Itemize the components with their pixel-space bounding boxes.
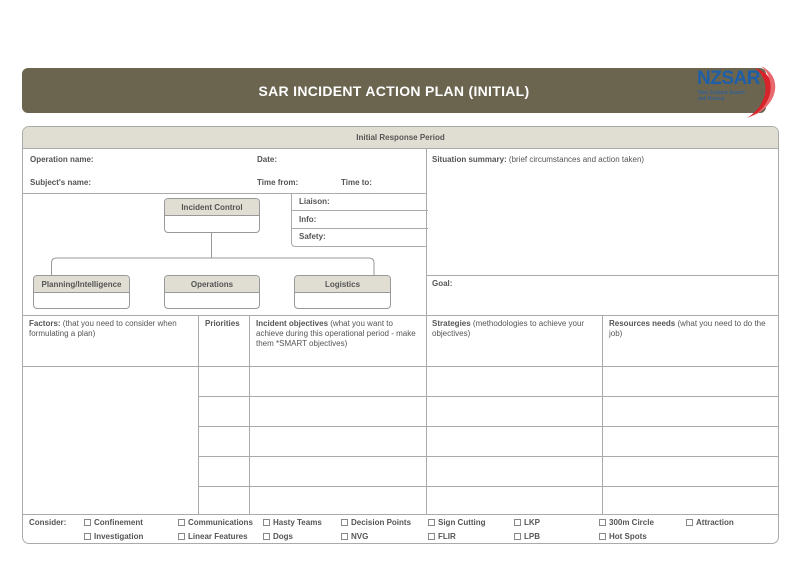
checkbox-label: Communications	[188, 518, 253, 527]
incident-control-box: Incident Control	[164, 198, 260, 233]
priorities-header: Priorities	[205, 319, 240, 328]
operation-name-label: Operation name:	[30, 155, 94, 164]
checkbox-icon[interactable]	[178, 533, 185, 540]
time-from-label: Time from:	[257, 178, 299, 187]
checkbox-label: LPB	[524, 532, 540, 541]
consider-checkbox[interactable]	[341, 532, 368, 541]
checkbox-label: 300m Circle	[609, 518, 654, 527]
checkbox-icon[interactable]	[341, 533, 348, 540]
checkbox-icon[interactable]	[428, 533, 435, 540]
planning-box: Planning/Intelligence	[33, 275, 130, 309]
date-label: Date:	[257, 155, 278, 164]
checkbox-label: Decision Points	[351, 518, 412, 527]
checkbox-icon[interactable]	[84, 533, 91, 540]
checkbox-label: Sign Cutting	[438, 518, 486, 527]
checkbox-label: Hasty Teams	[273, 518, 322, 527]
consider-checkbox[interactable]	[178, 518, 253, 527]
checkbox-label: Attraction	[696, 518, 734, 527]
nzsar-logo: NZSAR New Zealand Search and Rescue	[695, 64, 777, 120]
checkbox-label: LKP	[524, 518, 540, 527]
safety-label: Safety:	[299, 232, 326, 241]
consider-checkbox[interactable]	[514, 518, 540, 527]
subject-name-label: Subject's name:	[30, 178, 92, 187]
checkbox-icon[interactable]	[599, 533, 606, 540]
checkbox-label: Confinement	[94, 518, 143, 527]
checkbox-icon[interactable]	[263, 519, 270, 526]
checkbox-icon[interactable]	[514, 519, 521, 526]
consider-checkbox[interactable]	[428, 518, 486, 527]
consider-checkbox[interactable]	[599, 518, 654, 527]
consider-checkbox[interactable]	[341, 518, 411, 527]
checkbox-label: FLIR	[438, 532, 456, 541]
checkbox-label: Investigation	[94, 532, 144, 541]
objectives-header: Incident objectives (what you want to achieve during this operational period - make them *SMART objectives)	[256, 319, 416, 348]
checkbox-icon[interactable]	[263, 533, 270, 540]
checkbox-icon[interactable]	[428, 519, 435, 526]
consider-checkbox[interactable]	[686, 518, 734, 527]
consider-checkbox[interactable]	[263, 518, 322, 527]
strategies-header: Strategies (methodologies to achieve your objectives)	[432, 319, 585, 338]
resources-header: Resources needs (what you need to do the job)	[609, 319, 766, 338]
consider-checkbox[interactable]	[178, 532, 248, 541]
page-title: SAR INCIDENT ACTION PLAN (INITIAL)	[22, 68, 766, 113]
checkbox-icon[interactable]	[686, 519, 693, 526]
situation-summary-label: Situation summary: (brief circumstances and action taken)	[432, 155, 645, 164]
operations-box: Operations	[164, 275, 260, 309]
time-to-label: Time to:	[341, 178, 372, 187]
consider-label: Consider:	[29, 518, 67, 527]
liaison-label: Liaison:	[299, 197, 330, 206]
checkbox-label: Linear Features	[188, 532, 248, 541]
consider-checkbox[interactable]	[514, 532, 540, 541]
consider-checkbox[interactable]	[263, 532, 293, 541]
checkbox-label: NVG	[351, 532, 369, 541]
checkbox-label: Hot Spots	[609, 532, 647, 541]
action-plan-form	[22, 126, 779, 544]
checkbox-icon[interactable]	[84, 519, 91, 526]
section-header: Initial Response Period	[23, 127, 778, 149]
logistics-box: Logistics	[294, 275, 391, 309]
checkbox-icon[interactable]	[178, 519, 185, 526]
consider-checkbox[interactable]	[84, 532, 143, 541]
consider-checkbox[interactable]	[599, 532, 647, 541]
factors-header: Factors: (that you need to consider when formulating a plan)	[29, 319, 177, 338]
goal-label: Goal:	[432, 279, 453, 288]
checkbox-icon[interactable]	[341, 519, 348, 526]
consider-checkbox[interactable]	[428, 532, 456, 541]
checkbox-icon[interactable]	[514, 533, 521, 540]
info-label: Info:	[299, 215, 317, 224]
consider-checkbox[interactable]	[84, 518, 143, 527]
checkbox-label: Dogs	[273, 532, 293, 541]
checkbox-icon[interactable]	[599, 519, 606, 526]
